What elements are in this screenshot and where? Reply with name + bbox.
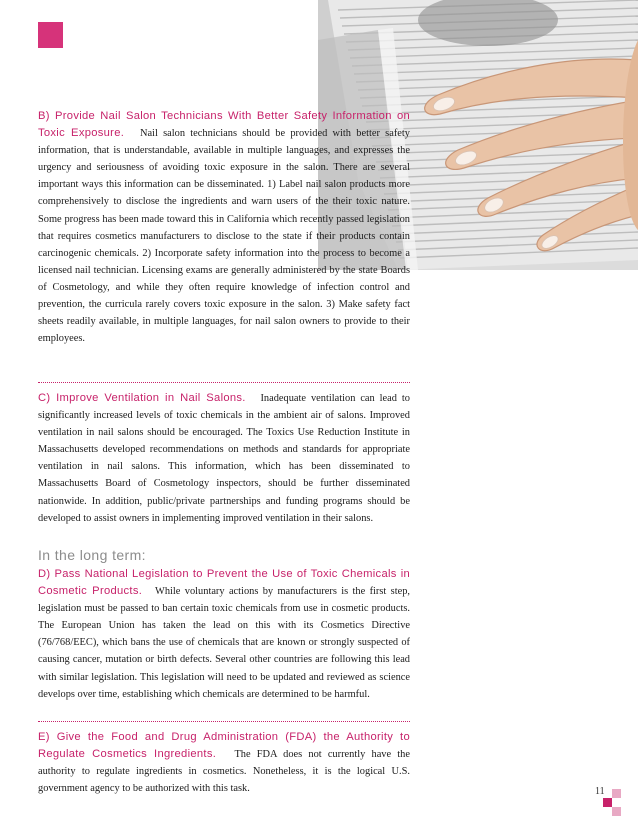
section-c-body: Inadequate ventilation can lead to significantly increased levels of toxic chemicals in the ambient air of salons. Improved ventilation in nail salons should be encouraged. The Toxics Use Reduction Institute in Massachusetts developed recommendations on methods and standards for appropriate ventilation in nail salons. This information, which has been disseminated to Massachusetts Board of Cosmetology inspectors, should be further disseminated nationwide. In addition, public/private partnerships and funding programs should be developed to assist owners in implementing improved ventilation in their salons. — [38, 393, 410, 524]
corner-square — [612, 789, 621, 798]
section-d — [38, 566, 410, 703]
section-b — [38, 108, 410, 347]
accent-square — [38, 22, 63, 48]
section-divider — [38, 382, 410, 383]
corner-square — [603, 798, 612, 807]
section-e-heading: E) Give the Food and Drug Administration (FDA) the Authority to Regulate Cosmetics Ingredients. — [38, 731, 410, 761]
section-divider — [38, 721, 410, 722]
section-b-heading: B) Provide Nail Salon Technicians With Better Safety Information on Toxic Exposure. — [38, 110, 410, 140]
section-d-heading: D) Pass National Legislation to Prevent the Use of Toxic Chemicals in Cosmetic Products. — [38, 568, 410, 598]
corner-square — [612, 807, 621, 816]
section-d-body: While voluntary actions by manufacturers is the first step, legislation must be passed to ban certain toxic chemicals from use in cosmetic products. The European Union has taken the lead on this with its Cosmetics Directive (76/768/EEC), which bans the use of chemicals that are known or strongly suspected of causing cancer, mutation or birth defects. Several other countries are following this lead with similar legislation. This legislation will need to be updated and reviewed as science develops over time, establishing which chemicals are determined to be harmful. — [38, 586, 410, 700]
long-term-heading: In the long term: — [38, 547, 146, 563]
section-b-body: Nail salon technicians should be provided with better safety information, that is understandable, available in multiple languages, and expresses the urgency and seriousness of avoiding toxic exposure in the salon. There are several important ways this information can be disseminated. 1) Label nail salon products more comprehensively to disclose the ingredients and warn users of the their toxic nature. Some progress has been made toward this in California which recently passed legislation that requires cosmetics manufacturers to disclose to the state if their products contain carcinogenic chemicals. 2) Incorporate safety information into the process to become a licensed nail technician. Licensing exams are generally administered by the state Boards of Cosmetology, and while they often require knowledge of infection control and prevention, the curricula rarely covers toxic exposure in the salon. 3) Make safety fact sheets readily available, in multiple languages, for nail salon owners to provide to their employees. — [38, 128, 410, 345]
section-c — [38, 390, 410, 527]
section-e — [38, 729, 410, 797]
section-e-body: The FDA does not currently have the authority to regulate ingredients in cosmetics. Nonetheless, it is the logical U.S. government agency to be authorized with this task. — [38, 749, 410, 795]
page-number: 11 — [595, 786, 605, 797]
section-c-heading: C) Improve Ventilation in Nail Salons. — [38, 392, 246, 404]
